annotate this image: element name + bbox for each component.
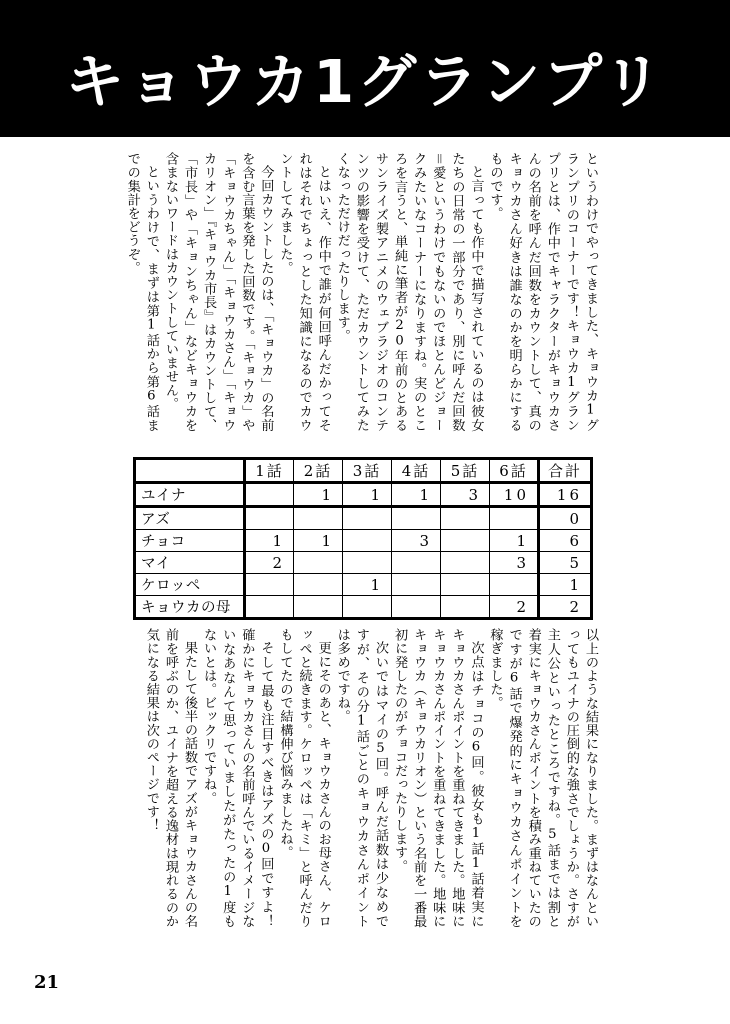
cell-ep1 xyxy=(245,596,294,619)
cell-ep3: 1 xyxy=(343,574,392,596)
cell-ep3 xyxy=(343,552,392,574)
page-title: キョウカ1グランプリ xyxy=(65,47,665,116)
analysis-text-block xyxy=(100,628,600,928)
intro-text-block xyxy=(103,152,600,432)
table-header-total: 合計 xyxy=(539,459,592,483)
cell-ep5 xyxy=(441,507,490,530)
cell-ep1 xyxy=(245,574,294,596)
analysis-paragraph: 次点はチョコの6回。彼女も1話1話着実にキョウカさんポイントを重ねてきました。地味にキョウカさんポイントを重ねてきました。地味にキョウカ（キョウカリオン）という名前を一番最初に発したのがチョコだったりします。 xyxy=(392,628,484,928)
table-row xyxy=(135,530,592,552)
cell-total: 0 xyxy=(539,507,592,530)
cell-ep4 xyxy=(392,574,441,596)
cell-ep5 xyxy=(441,530,490,552)
table-header-name xyxy=(135,459,245,483)
intro-paragraph: と言っても作中で描写されているのは彼女たちの日常の一部分であり、別に呼んだ回数＝愛というわけでもないのでほとんどジョークみたいなコーナーになりますね。実のところを言うと、単純に筆者が20年前のとあるサンライズ製アニメのウェブラジオのコンテンツの影響を受けて、ただカウントしてみたくなっただけだったりします。 xyxy=(334,152,484,432)
cell-ep3 xyxy=(343,530,392,552)
table-row xyxy=(135,483,592,507)
intro-paragraph: というわけでやってきました、キョウカ1グランプリのコーナーです！キョウカ1グランプリとは、作中でキャラクターがキョウカさんの名前を呼んだ回数をカウントして、真のキョウカさん好きは誰なのかを明らかにするものです。 xyxy=(487,152,598,432)
analysis-paragraph: 次いではマイの5回。呼んだ話数は少なめですが、その分1話ごとのキョウカさんポイントは多めですね。 xyxy=(334,628,388,928)
cell-total: 2 xyxy=(539,596,592,619)
table-header-ep6: 6話 xyxy=(490,459,539,483)
cell-ep5: 3 xyxy=(441,483,490,507)
cell-ep5 xyxy=(441,596,490,619)
page-number: 21 xyxy=(34,972,60,993)
cell-ep6: 10 xyxy=(490,483,539,507)
cell-ep5 xyxy=(441,552,490,574)
cell-ep3: 1 xyxy=(343,483,392,507)
cell-ep1: 1 xyxy=(245,530,294,552)
cell-ep4: 1 xyxy=(392,483,441,507)
table-row xyxy=(135,507,592,530)
cell-total: 5 xyxy=(539,552,592,574)
table-header-ep5: 5話 xyxy=(441,459,490,483)
cell-ep4: 3 xyxy=(392,530,441,552)
analysis-paragraph: そして最も注目すべきはアズの0回ですよ！確かにキョウカさんの名前呼んでいるイメージないなあなんて思っていましたがたったの1度もないとは。ビックリですね。 xyxy=(201,628,274,928)
cell-ep6 xyxy=(490,507,539,530)
score-table xyxy=(133,457,593,620)
table-header-ep2: 2話 xyxy=(294,459,343,483)
row-label: チョコ xyxy=(135,530,245,552)
cell-ep2: 1 xyxy=(294,483,343,507)
row-label: ケロッペ xyxy=(135,574,245,596)
analysis-paragraph: 更にそのあと、キョウカさんのお母さん、ケロッペと続きます。ケロッペは「キミ」と呼んだりもしてたので結構伸び悩みましたね。 xyxy=(277,628,331,928)
cell-ep6: 1 xyxy=(490,530,539,552)
cell-ep3 xyxy=(343,507,392,530)
cell-ep1: 2 xyxy=(245,552,294,574)
cell-ep5 xyxy=(441,574,490,596)
cell-ep2 xyxy=(294,574,343,596)
row-label: マイ xyxy=(135,552,245,574)
analysis-paragraph: 以上のような結果になりました。まずはなんといってもユイナの圧倒的な強さでしょうか。さすが主人公といったところですね。5話までは割と着実にキョウカさんポイントを積み重ねていたのですが6話で爆発的にキョウカさんポイントを稼ぎました。 xyxy=(487,628,598,928)
table-row xyxy=(135,596,592,619)
cell-ep6: 3 xyxy=(490,552,539,574)
cell-ep3 xyxy=(343,596,392,619)
title-banner xyxy=(0,0,730,137)
analysis-paragraph: 果たして後半の話数でアズがキョウカさんの名前を呼ぶのか、ユイナを超える逸材は現れるのか気になる結果は次のページです！ xyxy=(143,628,198,928)
cell-ep2 xyxy=(294,552,343,574)
table-header-ep4: 4話 xyxy=(392,459,441,483)
cell-ep2: 1 xyxy=(294,530,343,552)
cell-ep4 xyxy=(392,596,441,619)
table-header-ep3: 3話 xyxy=(343,459,392,483)
score-table-wrapper xyxy=(133,457,590,620)
row-label: キョウカの母 xyxy=(135,596,245,619)
intro-paragraph: とはいえ、作中で誰が何回呼んだかってそれはそれでちょっとした知識になるのでカウントしてみました。 xyxy=(277,152,331,432)
cell-total: 1 xyxy=(539,574,592,596)
cell-total: 6 xyxy=(539,530,592,552)
intro-paragraph: 今回カウントしたのは、「キョウカ」の名前を含む言葉を発した回数です。「キョウカ」や「キョウカちゃん」「キョウカさん」「キョウカリオン」『キョウカ市長』はカウントして、「市長」や「キョンちゃん」などキョウカを含まないワードはカウントしていません。 xyxy=(162,152,274,432)
cell-ep2 xyxy=(294,507,343,530)
table-row xyxy=(135,574,592,596)
intro-paragraph: というわけで、まずは第1話から第6話までの集計をどうぞ。 xyxy=(124,152,159,432)
row-label: アズ xyxy=(135,507,245,530)
cell-ep2 xyxy=(294,596,343,619)
cell-total: 16 xyxy=(539,483,592,507)
cell-ep4 xyxy=(392,552,441,574)
cell-ep4 xyxy=(392,507,441,530)
cell-ep6: 2 xyxy=(490,596,539,619)
cell-ep1 xyxy=(245,507,294,530)
table-header-ep1: 1話 xyxy=(245,459,294,483)
table-row xyxy=(135,552,592,574)
row-label: ユイナ xyxy=(135,483,245,507)
table-header-row xyxy=(135,459,592,483)
cell-ep1 xyxy=(245,483,294,507)
cell-ep6 xyxy=(490,574,539,596)
